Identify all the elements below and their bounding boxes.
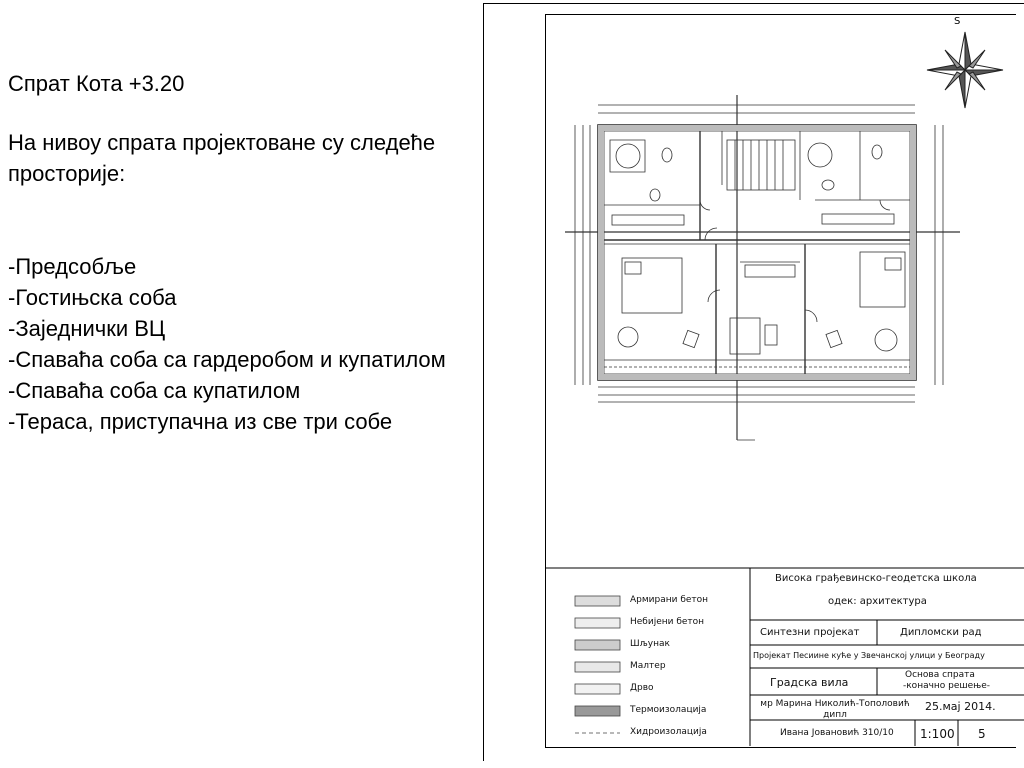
room-list-item: -Гостињска соба (8, 285, 177, 310)
room-list-item: -Предсобље (8, 254, 137, 279)
legend-label: Хидроизолација (630, 727, 707, 737)
tb-sheet-content-2: -коначно решење- (903, 681, 991, 691)
tb-student: Ивана Јовановић 310/10 (780, 728, 894, 738)
tb-sheet-content: Основа спрата (905, 670, 975, 680)
tb-date: 25.мај 2014. (925, 700, 996, 713)
tb-building: Градска вила (770, 676, 849, 689)
legend-label: Дрво (630, 683, 654, 693)
room-list-item: -Спаваћа соба са гардеробом и купатилом (8, 347, 446, 372)
legend-swatches (575, 596, 620, 733)
slide-title: Спрат Кота +3.20 (8, 71, 185, 96)
tb-subject: Синтезни пројекат (760, 627, 860, 638)
floor-plan (565, 95, 960, 440)
legend-label: Армирани бетон (630, 595, 709, 605)
legend-label: Термоизолација (630, 705, 707, 715)
tb-work-type: Дипломски рад (900, 627, 982, 638)
tb-mentor: мр Марина Николић-Тополовић дипл (760, 699, 910, 720)
tb-sheet-number: 5 (978, 727, 986, 741)
tb-school: Висока грађевинско-геодетска школа (775, 573, 977, 584)
room-list-item: -Спаваћа соба са купатилом (8, 378, 301, 403)
legend-label: Небијени бетон (630, 617, 705, 627)
tb-department: одек: архитектура (828, 596, 927, 607)
wall-hatching (598, 125, 916, 380)
legend-label: Малтер (630, 661, 666, 671)
tb-project: Пројекат Песиине куће у Звечанској улици у Београду (753, 651, 985, 660)
legend-label: Шљунак (630, 639, 670, 649)
slide-intro: На нивоу спрата пројектоване су следеће просторије: (8, 130, 436, 186)
room-list-item: -Тераса, приступачна из све три собе (8, 409, 393, 434)
tb-scale: 1:100 (920, 727, 955, 741)
north-label: S (954, 16, 961, 27)
room-list-item: -Заједнички ВЦ (8, 316, 166, 341)
north-arrow-icon (927, 32, 1003, 108)
